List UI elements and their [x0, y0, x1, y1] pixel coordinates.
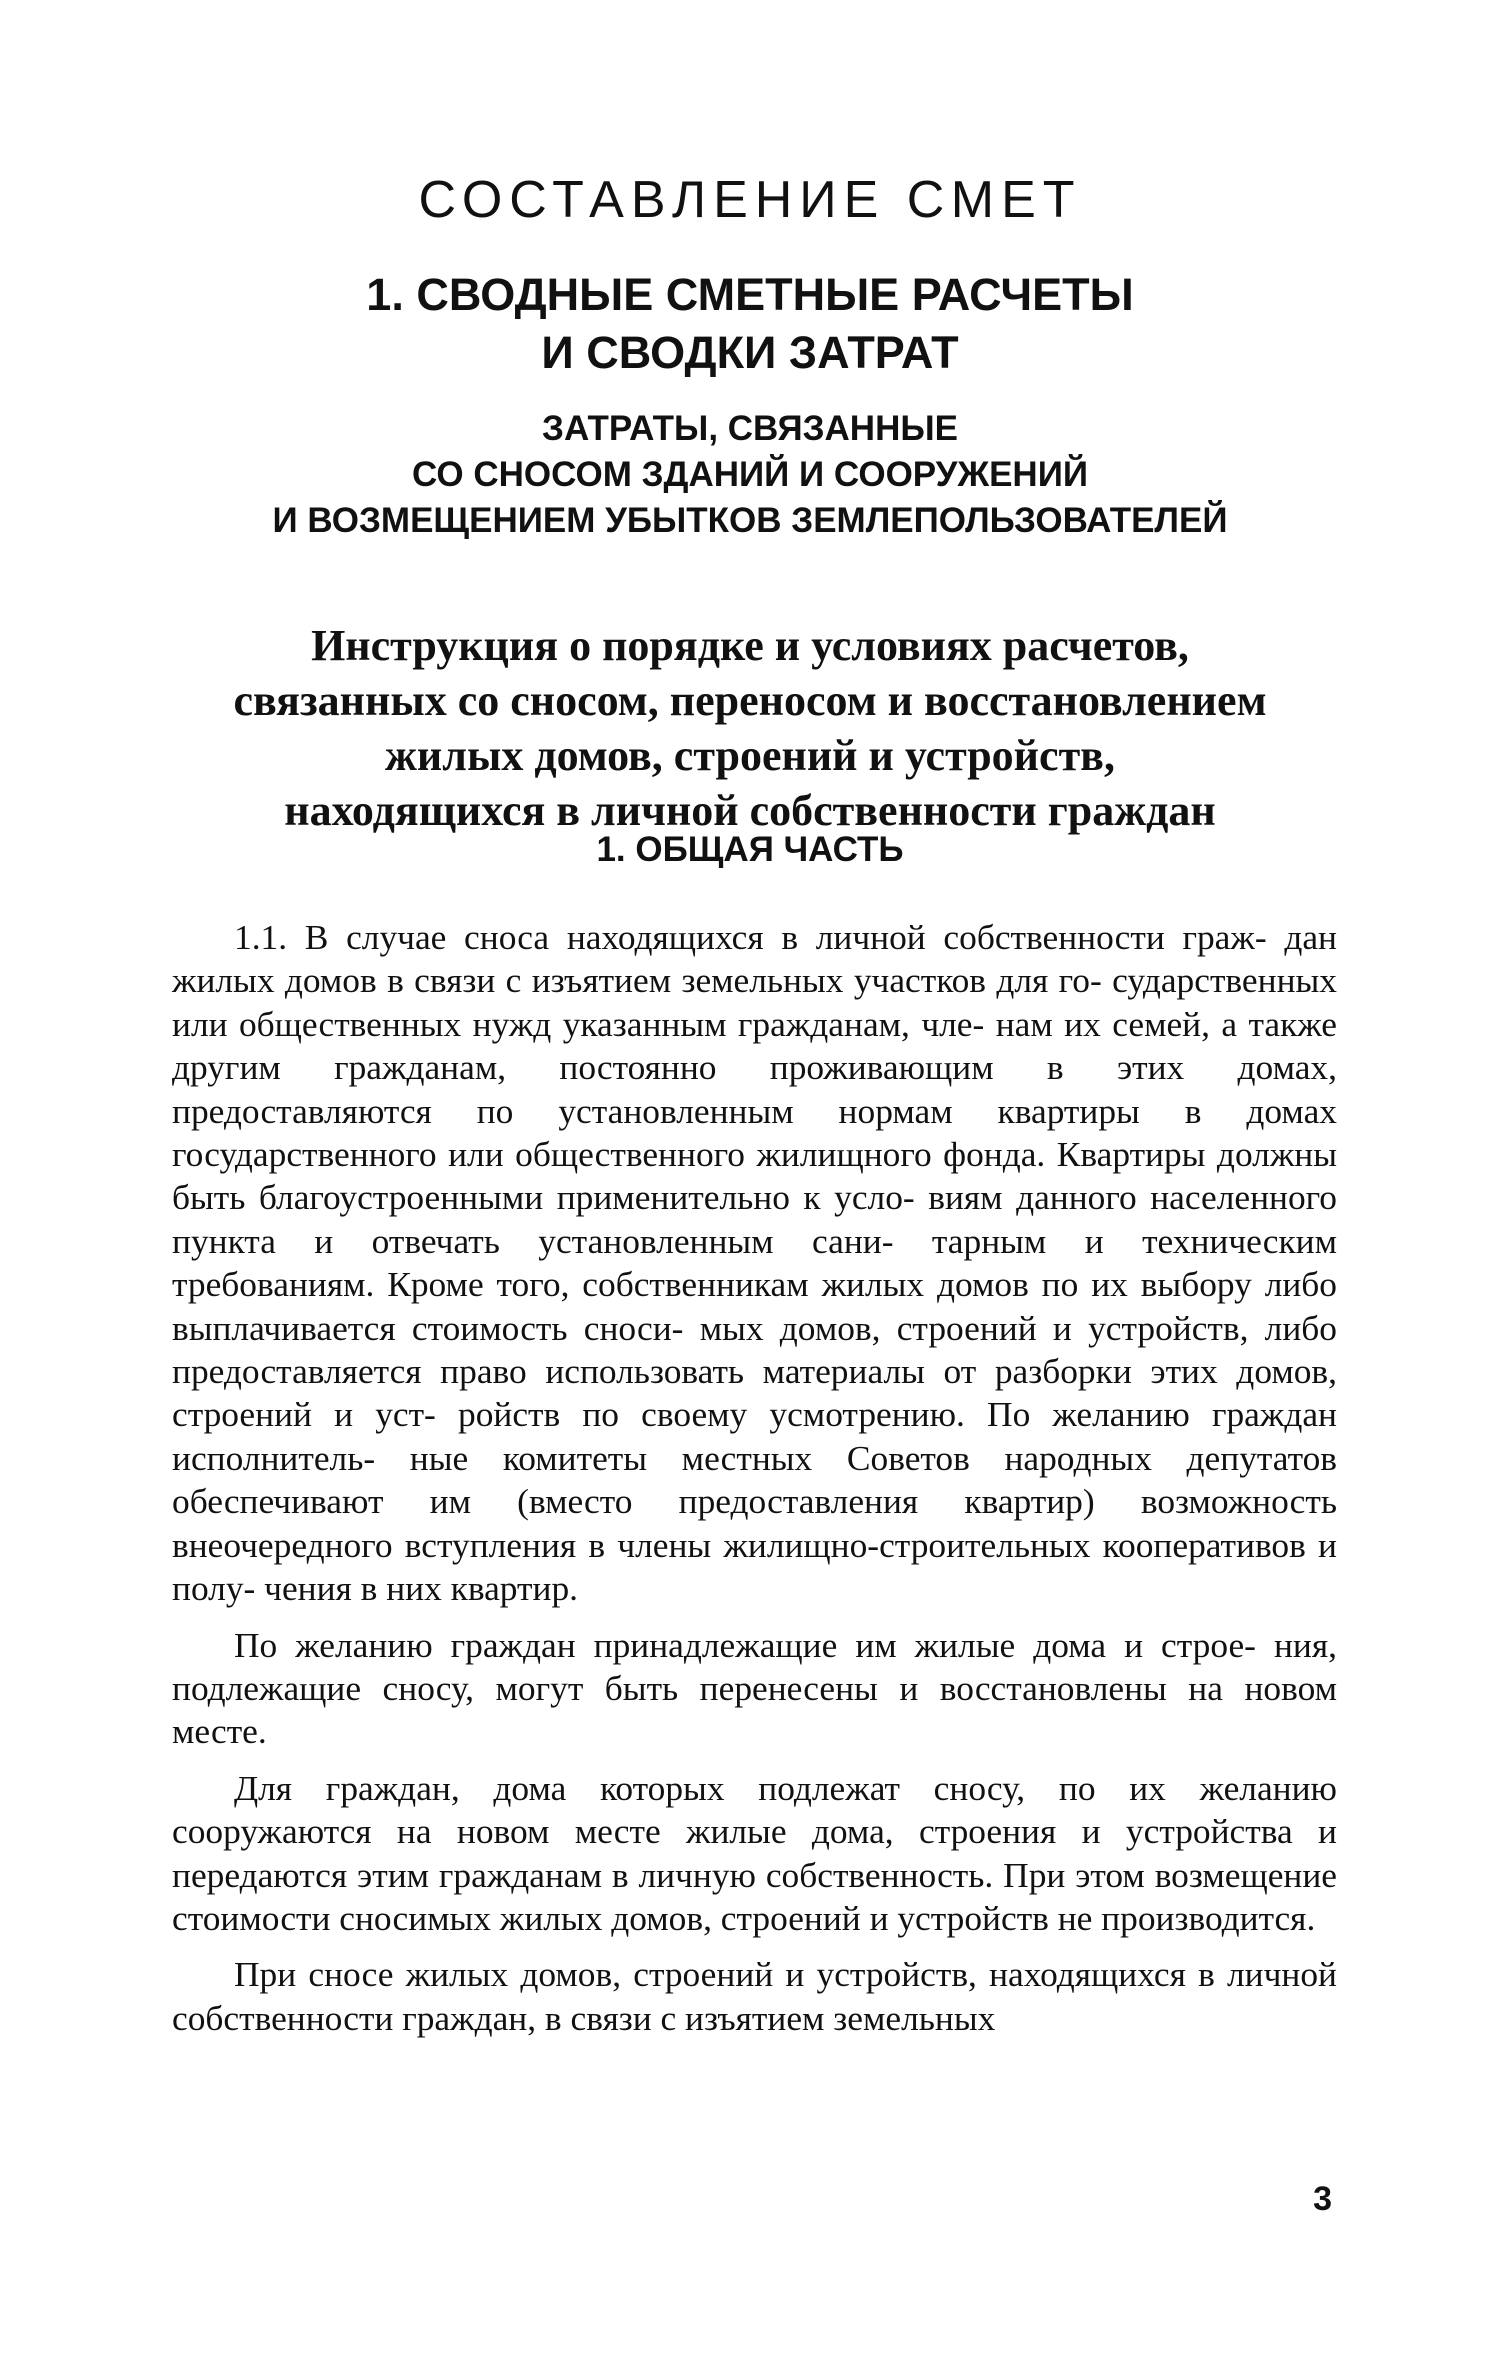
paragraph-line: новом месте. [172, 1667, 1337, 1752]
subsection-heading [0, 406, 1500, 544]
instruction-title-line: Инструкция о порядке и условиях расчетов, [311, 621, 1189, 670]
paragraph-line: чения в них квартир. [264, 1568, 578, 1609]
paragraph-line: и передаются этим гражданам в личную собственность. При этом [172, 1811, 1337, 1895]
body-text [172, 916, 1337, 2053]
paragraph [172, 1624, 1337, 1754]
paragraph-line: дан жилых домов в связи с изъятием земельных участков для го- [172, 917, 1337, 1001]
paragraph-line: ройств по своему усмотрению. По желанию граждан исполнитель- [172, 1394, 1337, 1478]
paragraph-line: Квартиры должны быть благоустроенными применительно к усло- [172, 1134, 1337, 1218]
paragraph-line: По желанию граждан принадлежащие им жилые дома и строе- [234, 1624, 1256, 1665]
instruction-title [0, 618, 1500, 838]
paragraph-line: использовать материалы от разборки этих домов, строений и уст- [172, 1351, 1337, 1435]
subsection-heading-line: СО СНОСОМ ЗДАНИЙ И СООРУЖЕНИЙ [411, 455, 1089, 494]
part-heading: 1. ОБЩАЯ ЧАСТЬ [596, 830, 904, 869]
section-title: СОСТАВЛЕНИЕ СМЕТ [418, 171, 1082, 229]
paragraph-line: виям данного населенного пункта и отвечать установленным сани- [172, 1177, 1337, 1261]
paragraph [172, 1953, 1337, 2040]
paragraph [172, 1767, 1337, 1941]
paragraph-line: Для граждан, дома которых подлежат сносу, по их желанию [234, 1767, 1337, 1808]
chapter-heading-line: И СВОДКИ ЗАТРАТ [541, 327, 959, 378]
paragraph-line: не производится. [1057, 1897, 1316, 1938]
paragraph-line: жилых домов по их выбору либо выплачивается стоимость сноси- [172, 1264, 1337, 1348]
instruction-title-line: связанных со сносом, переносом и восстановлением [233, 676, 1267, 725]
paragraph-line: ния, подлежащие сносу, могут быть перенесены и восстановлены на [172, 1624, 1337, 1708]
chapter-heading-line: 1. СВОДНЫЕ СМЕТНЫЕ РАСЧЕТЫ [366, 269, 1134, 320]
paragraph [172, 916, 1337, 1611]
paragraph-line: в личной собственности граждан, в связи с изъятием земельных [172, 1954, 1337, 2038]
paragraph-line: сооружаются на новом месте жилые дома, строения и устройства [172, 1811, 1293, 1852]
instruction-title-line: находящихся в личной собственности граждан [284, 786, 1216, 835]
paragraph-line: в этих домах, предоставляются по установленным нормам квартиры [172, 1047, 1337, 1131]
paragraph-line: сударственных или общественных нужд указанным гражданам, чле- [172, 960, 1337, 1044]
subsection-heading-line: И ВОЗМЕЩЕНИЕМ УБЫТКОВ ЗЕМЛЕПОЛЬЗОВАТЕЛЕЙ [272, 501, 1228, 540]
paragraph-line: в домах государственного или общественного жилищного фонда. [172, 1090, 1337, 1175]
paragraph-line: нам их семей, а также другим гражданам, постоянно проживающим [172, 1003, 1337, 1088]
paragraph-line: вступления в члены жилищно-строительных кооперативов и полу- [172, 1524, 1337, 1609]
instruction-title-line: жилых домов, строений и устройств, [385, 731, 1115, 780]
chapter-heading [0, 266, 1500, 382]
paragraph-line: ные комитеты местных Советов народных депутатов обеспечивают [172, 1437, 1337, 1522]
paragraph-line: мых домов, строений и устройств, либо предоставляется право [172, 1307, 1337, 1392]
paragraph-line: тарным и техническим требованиям. Кроме того, собственникам [172, 1220, 1337, 1305]
page-number: 3 [1313, 2180, 1332, 2218]
subsection-heading-line: ЗАТРАТЫ, СВЯЗАННЫЕ [542, 409, 958, 448]
paragraph-line: При сносе жилых домов, строений и устройств, находящихся [234, 1954, 1186, 1995]
paragraph-line: им (вместо предоставления квартир) возможность внеочередного [172, 1481, 1337, 1565]
paragraph-line: 1.1. В случае сноса находящихся в личной собственности граж- [234, 917, 1267, 957]
paragraph-line: возмещение стоимости сносимых жилых домов, строений и устройств [172, 1854, 1337, 1938]
